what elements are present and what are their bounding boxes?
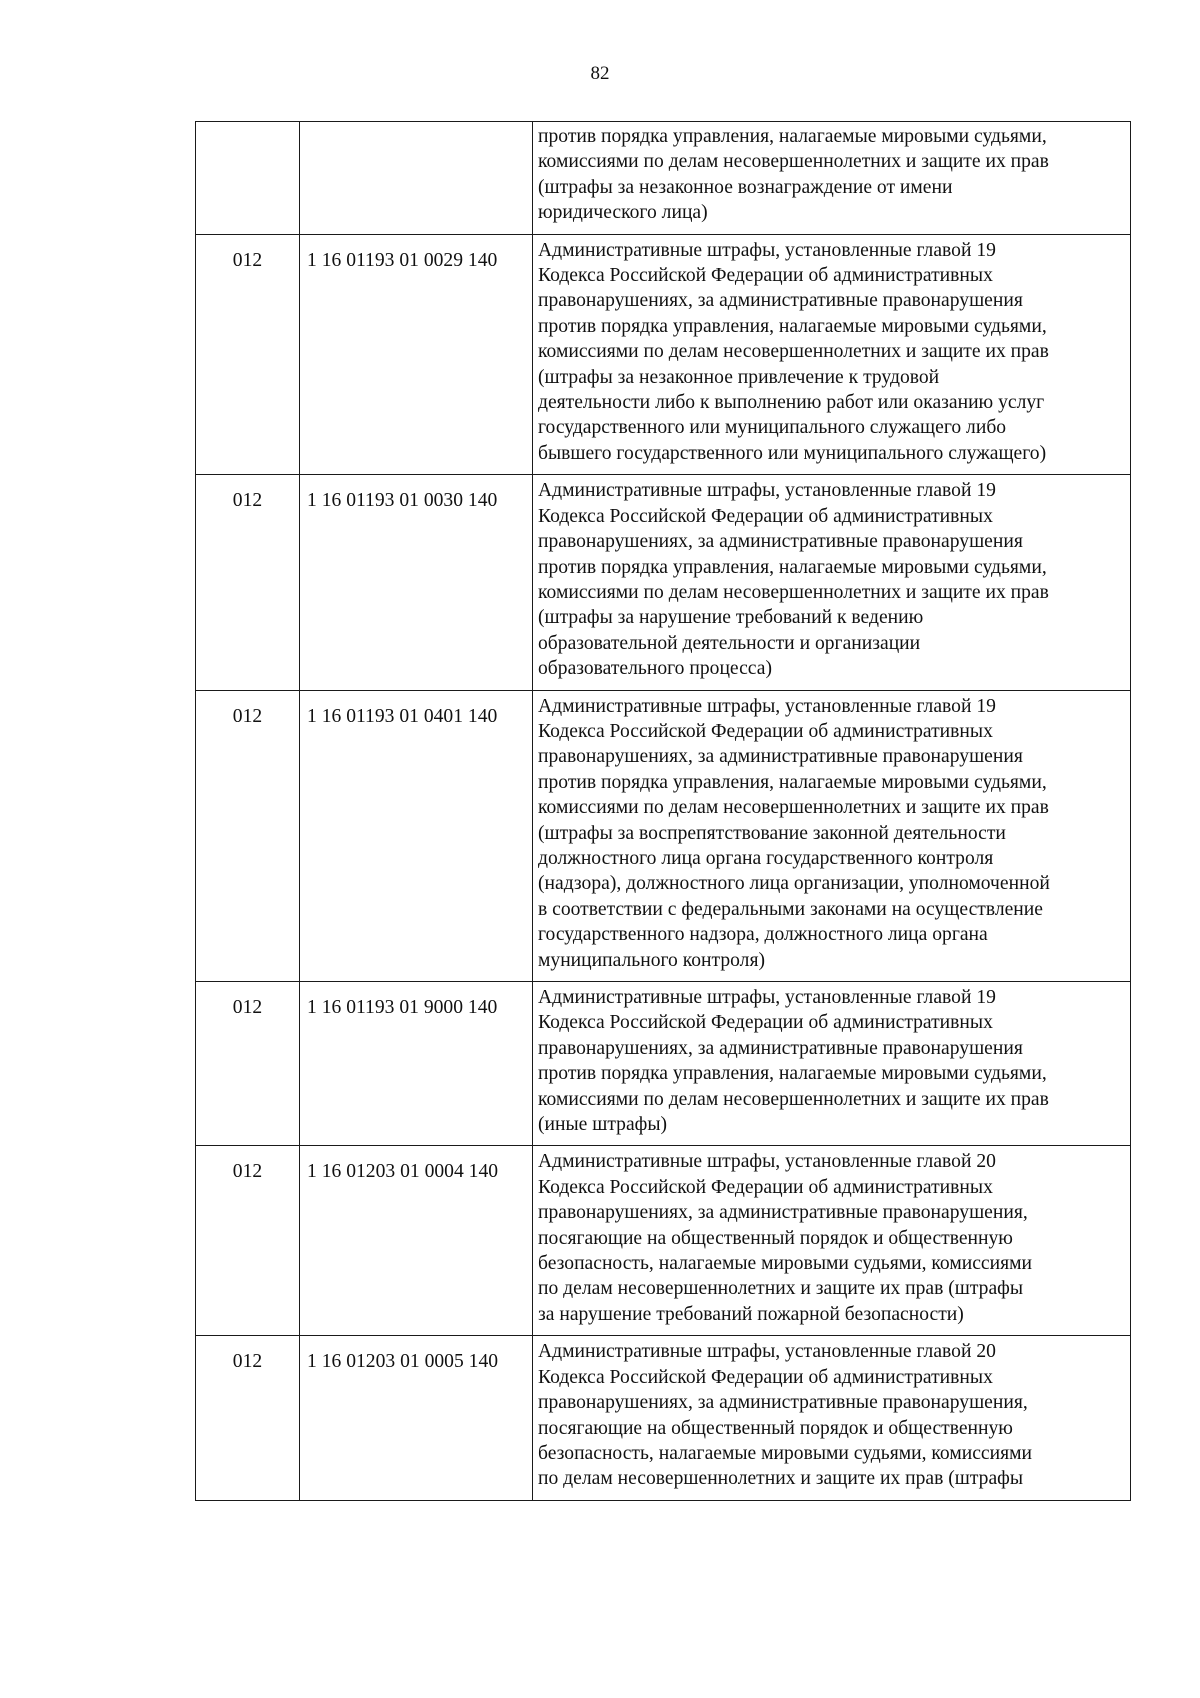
description-line: по делам несовершеннолетних и защите их прав (штрафы: [538, 1278, 1024, 1300]
description-line: (штрафы за воспрепятствование законной деятельности: [538, 822, 1006, 844]
budget-classification-table: [195, 121, 1131, 1501]
description-cell: [533, 1146, 1131, 1336]
description-line: Административные штрафы, установленные главой 19: [538, 480, 996, 502]
description-line: (штрафы за незаконное привлечение к трудовой: [538, 366, 940, 388]
description-line: комиссиями по делам несовершеннолетних и защите их прав: [538, 1088, 1049, 1110]
description-line: юридического лица): [538, 202, 708, 224]
description-line: против порядка управления, налагаемые мировыми судьями,: [538, 771, 1047, 793]
description-line: посягающие на общественный порядок и общественную: [538, 1417, 1013, 1439]
admin-code-cell: 012: [196, 1146, 300, 1336]
description-line: (штрафы за незаконное вознаграждение от имени: [538, 176, 953, 198]
description-line: против порядка управления, налагаемые мировыми судьями,: [538, 1063, 1047, 1085]
description-line: Административные штрафы, установленные главой 20: [538, 1151, 996, 1173]
description-line: (иные штрафы): [538, 1114, 668, 1136]
description-line: (надзора), должностного лица организации, уполномоченной: [538, 873, 1050, 895]
description-line: Административные штрафы, установленные главой 20: [538, 1341, 996, 1363]
description-line: по делам несовершеннолетних и защите их прав (штрафы: [538, 1468, 1024, 1490]
description-line: против порядка управления, налагаемые мировыми судьями,: [538, 556, 1047, 578]
description-line: правонарушениях, за административные правонарушения,: [538, 1202, 1028, 1224]
description-cell: [533, 690, 1131, 981]
description-line: правонарушениях, за административные правонарушения: [538, 1037, 1023, 1059]
classification-code-cell: 1 16 01203 01 0004 140: [300, 1146, 533, 1336]
description-cell: [533, 234, 1131, 475]
table-row: [196, 690, 1131, 981]
description-line: образовательной деятельности и организации: [538, 632, 921, 654]
description-line: бывшего государственного или муниципального служащего): [538, 442, 1047, 464]
description-cell: [533, 982, 1131, 1146]
description-line: против порядка управления, налагаемые мировыми судьями,: [538, 315, 1047, 337]
admin-code-cell: 012: [196, 475, 300, 690]
description-line: Кодекса Российской Федерации об административных: [538, 1176, 993, 1198]
description-line: Административные штрафы, установленные главой 19: [538, 695, 996, 717]
table-body: [196, 122, 1131, 1501]
description-line: против порядка управления, налагаемые мировыми судьями,: [538, 126, 1047, 147]
description-line: Кодекса Российской Федерации об административных: [538, 505, 993, 527]
table-row: [196, 475, 1131, 690]
table-row: [196, 122, 1131, 235]
description-line: за нарушение требований пожарной безопасности): [538, 1303, 964, 1325]
admin-code-cell: 012: [196, 690, 300, 981]
table-row: [196, 1336, 1131, 1500]
classification-code-cell: 1 16 01193 01 0401 140: [300, 690, 533, 981]
admin-code-cell: [196, 122, 300, 235]
description-line: государственного надзора, должностного лица органа: [538, 924, 988, 946]
description-cell: [533, 475, 1131, 690]
description-line: Административные штрафы, установленные главой 19: [538, 239, 996, 261]
page-number: 82: [590, 63, 610, 84]
description-line: государственного или муниципального служащего либо: [538, 417, 1007, 439]
description-line: комиссиями по делам несовершеннолетних и защите их прав: [538, 341, 1049, 363]
description-line: муниципального контроля): [538, 949, 765, 971]
classification-code-cell: [300, 122, 533, 235]
description-line: должностного лица органа государственного контроля: [538, 847, 994, 869]
description-line: (штрафы за нарушение требований к ведению: [538, 607, 924, 629]
description-line: правонарушениях, за административные правонарушения: [538, 531, 1023, 553]
description-cell: [533, 1336, 1131, 1500]
description-line: безопасность, налагаемые мировыми судьями, комиссиями: [538, 1442, 1033, 1464]
classification-code-cell: 1 16 01193 01 9000 140: [300, 982, 533, 1146]
description-line: образовательного процесса): [538, 658, 772, 680]
description-line: правонарушениях, за административные правонарушения: [538, 290, 1023, 312]
description-line: комиссиями по делам несовершеннолетних и защите их прав: [538, 151, 1049, 173]
admin-code-cell: 012: [196, 982, 300, 1146]
description-line: безопасность, налагаемые мировыми судьями, комиссиями: [538, 1253, 1033, 1275]
description-line: комиссиями по делам несовершеннолетних и защите их прав: [538, 797, 1049, 819]
admin-code-cell: 012: [196, 1336, 300, 1500]
admin-code-cell: 012: [196, 234, 300, 475]
description-line: Кодекса Российской Федерации об административных: [538, 265, 993, 287]
description-line: Кодекса Российской Федерации об административных: [538, 1012, 993, 1034]
description-line: Кодекса Российской Федерации об административных: [538, 720, 993, 742]
classification-code-cell: 1 16 01203 01 0005 140: [300, 1336, 533, 1500]
description-cell: [533, 122, 1131, 235]
classification-code-cell: 1 16 01193 01 0029 140: [300, 234, 533, 475]
description-line: Кодекса Российской Федерации об административных: [538, 1366, 993, 1388]
description-line: правонарушениях, за административные правонарушения: [538, 746, 1023, 768]
description-line: в соответствии с федеральными законами на осуществление: [538, 898, 1043, 920]
description-line: комиссиями по делам несовершеннолетних и защите их прав: [538, 581, 1049, 603]
table-row: [196, 234, 1131, 475]
description-line: правонарушениях, за административные правонарушения,: [538, 1392, 1028, 1414]
table-row: [196, 1146, 1131, 1336]
description-line: посягающие на общественный порядок и общественную: [538, 1227, 1013, 1249]
classification-code-cell: 1 16 01193 01 0030 140: [300, 475, 533, 690]
description-line: деятельности либо к выполнению работ или оказанию услуг: [538, 392, 1045, 414]
description-line: Административные штрафы, установленные главой 19: [538, 987, 996, 1008]
table-row: [196, 982, 1131, 1146]
